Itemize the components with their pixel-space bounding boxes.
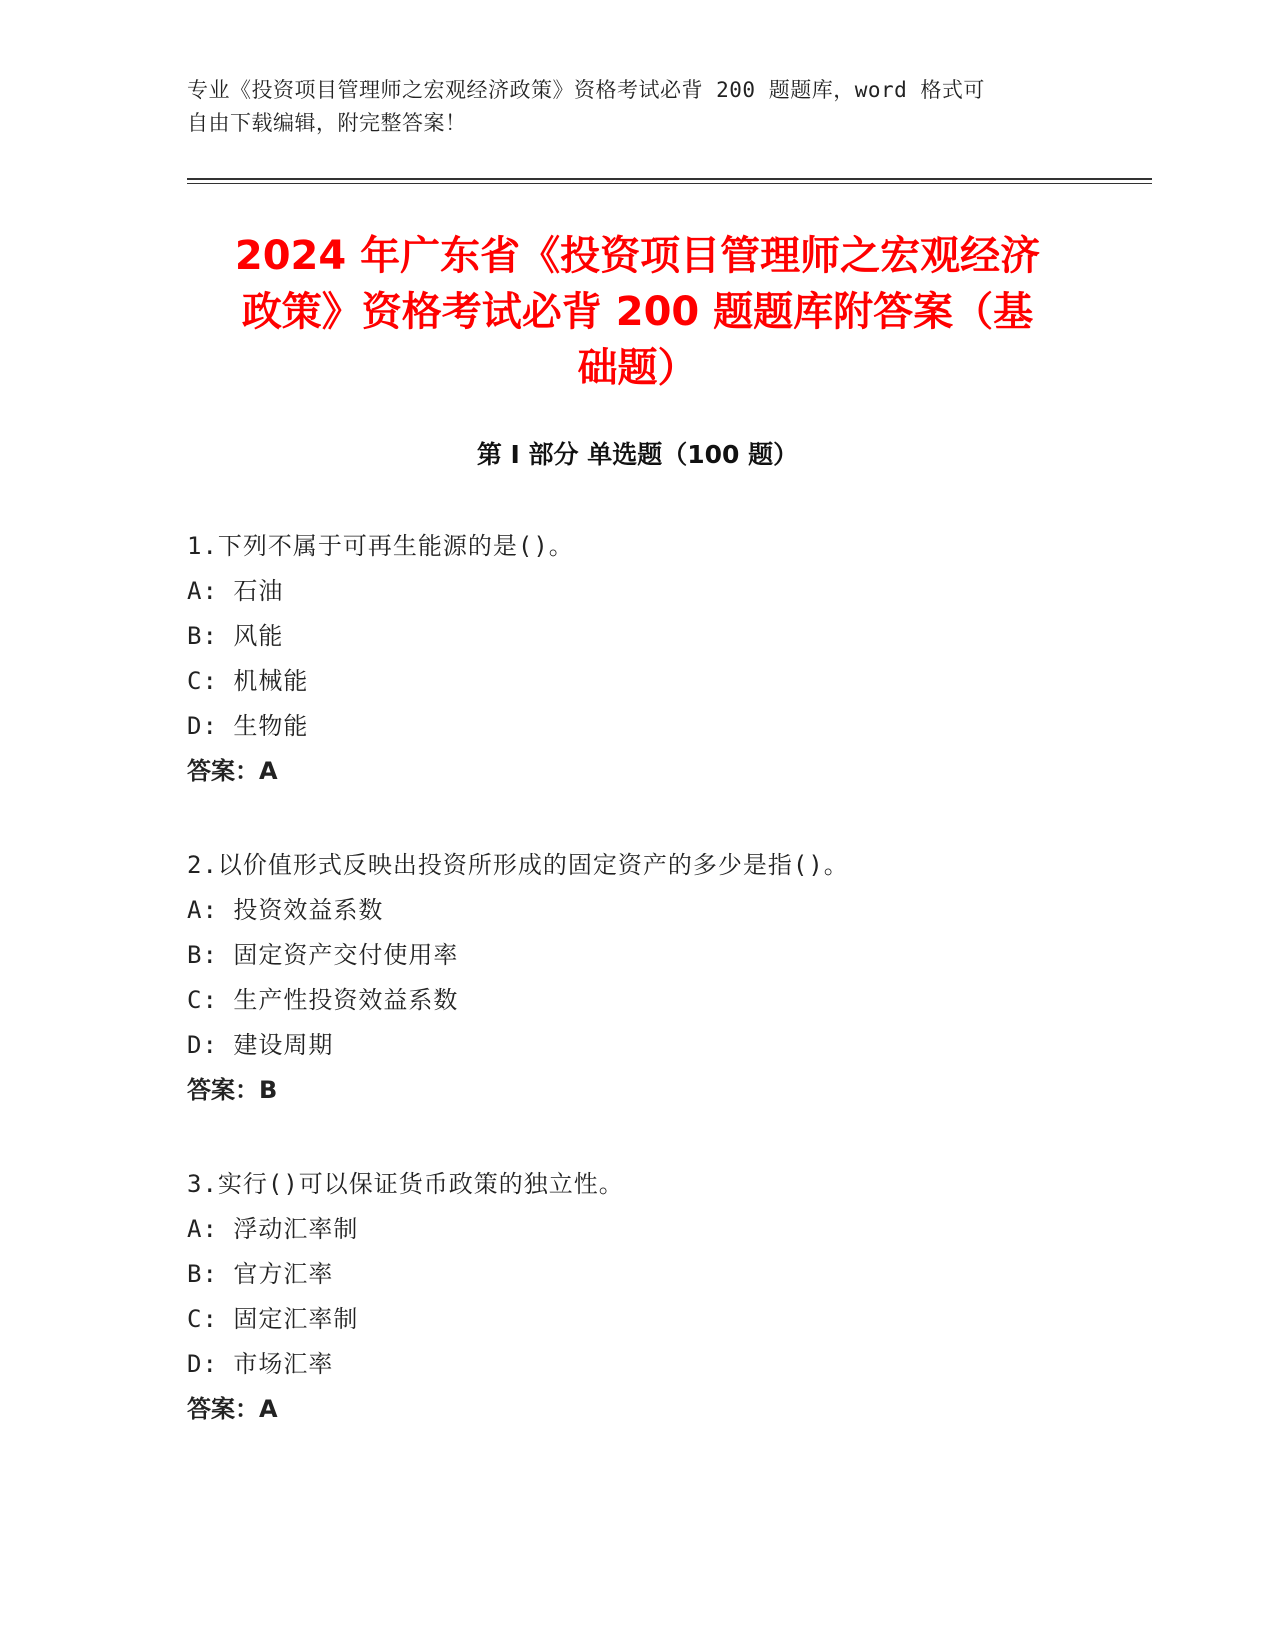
answer-line: 答案：A [187, 1395, 278, 1423]
option-b: B: 固定资产交付使用率 [187, 941, 459, 969]
document-title-line-3: 础题） [577, 345, 698, 391]
option-c: C: 机械能 [187, 667, 309, 695]
option-c: C: 固定汇率制 [187, 1305, 359, 1333]
option-d: D: 生物能 [187, 712, 309, 740]
question-block [187, 843, 1087, 1113]
header-note-line-1: 专业《投资项目管理师之宏观经济政策》资格考试必背 200 题题库，word 格式可 [187, 78, 985, 102]
question-block [187, 1162, 1087, 1432]
option-d: D: 建设周期 [187, 1031, 334, 1059]
question-stem: 1.下列不属于可再生能源的是()。 [187, 532, 574, 560]
document-title-line-1: 2024 年广东省《投资项目管理师之宏观经济 [234, 233, 1041, 279]
header-divider-thick [187, 178, 1152, 180]
answer-line: 答案：B [187, 1076, 278, 1104]
option-a: A: 浮动汇率制 [187, 1215, 359, 1243]
header-divider-thin [187, 183, 1152, 184]
option-c: C: 生产性投资效益系数 [187, 986, 459, 1014]
question-stem: 2.以价值形式反映出投资所形成的固定资产的多少是指()。 [187, 851, 849, 879]
option-d: D: 市场汇率 [187, 1350, 334, 1378]
question-stem: 3.实行()可以保证货币政策的独立性。 [187, 1170, 624, 1198]
option-a: A: 投资效益系数 [187, 896, 384, 924]
option-a: A: 石油 [187, 577, 284, 605]
document-title [170, 228, 1105, 396]
header-note-line-2: 自由下载编辑，附完整答案！ [187, 111, 467, 135]
section-title: 第 I 部分 单选题（100 题） [476, 440, 799, 469]
document-title-line-2: 政策》资格考试必背 200 题题库附答案（基 [241, 289, 1034, 335]
question-block [187, 524, 1087, 794]
option-b: B: 风能 [187, 622, 284, 650]
answer-line: 答案：A [187, 757, 278, 785]
option-b: B: 官方汇率 [187, 1260, 334, 1288]
document-header-note [187, 74, 1087, 140]
